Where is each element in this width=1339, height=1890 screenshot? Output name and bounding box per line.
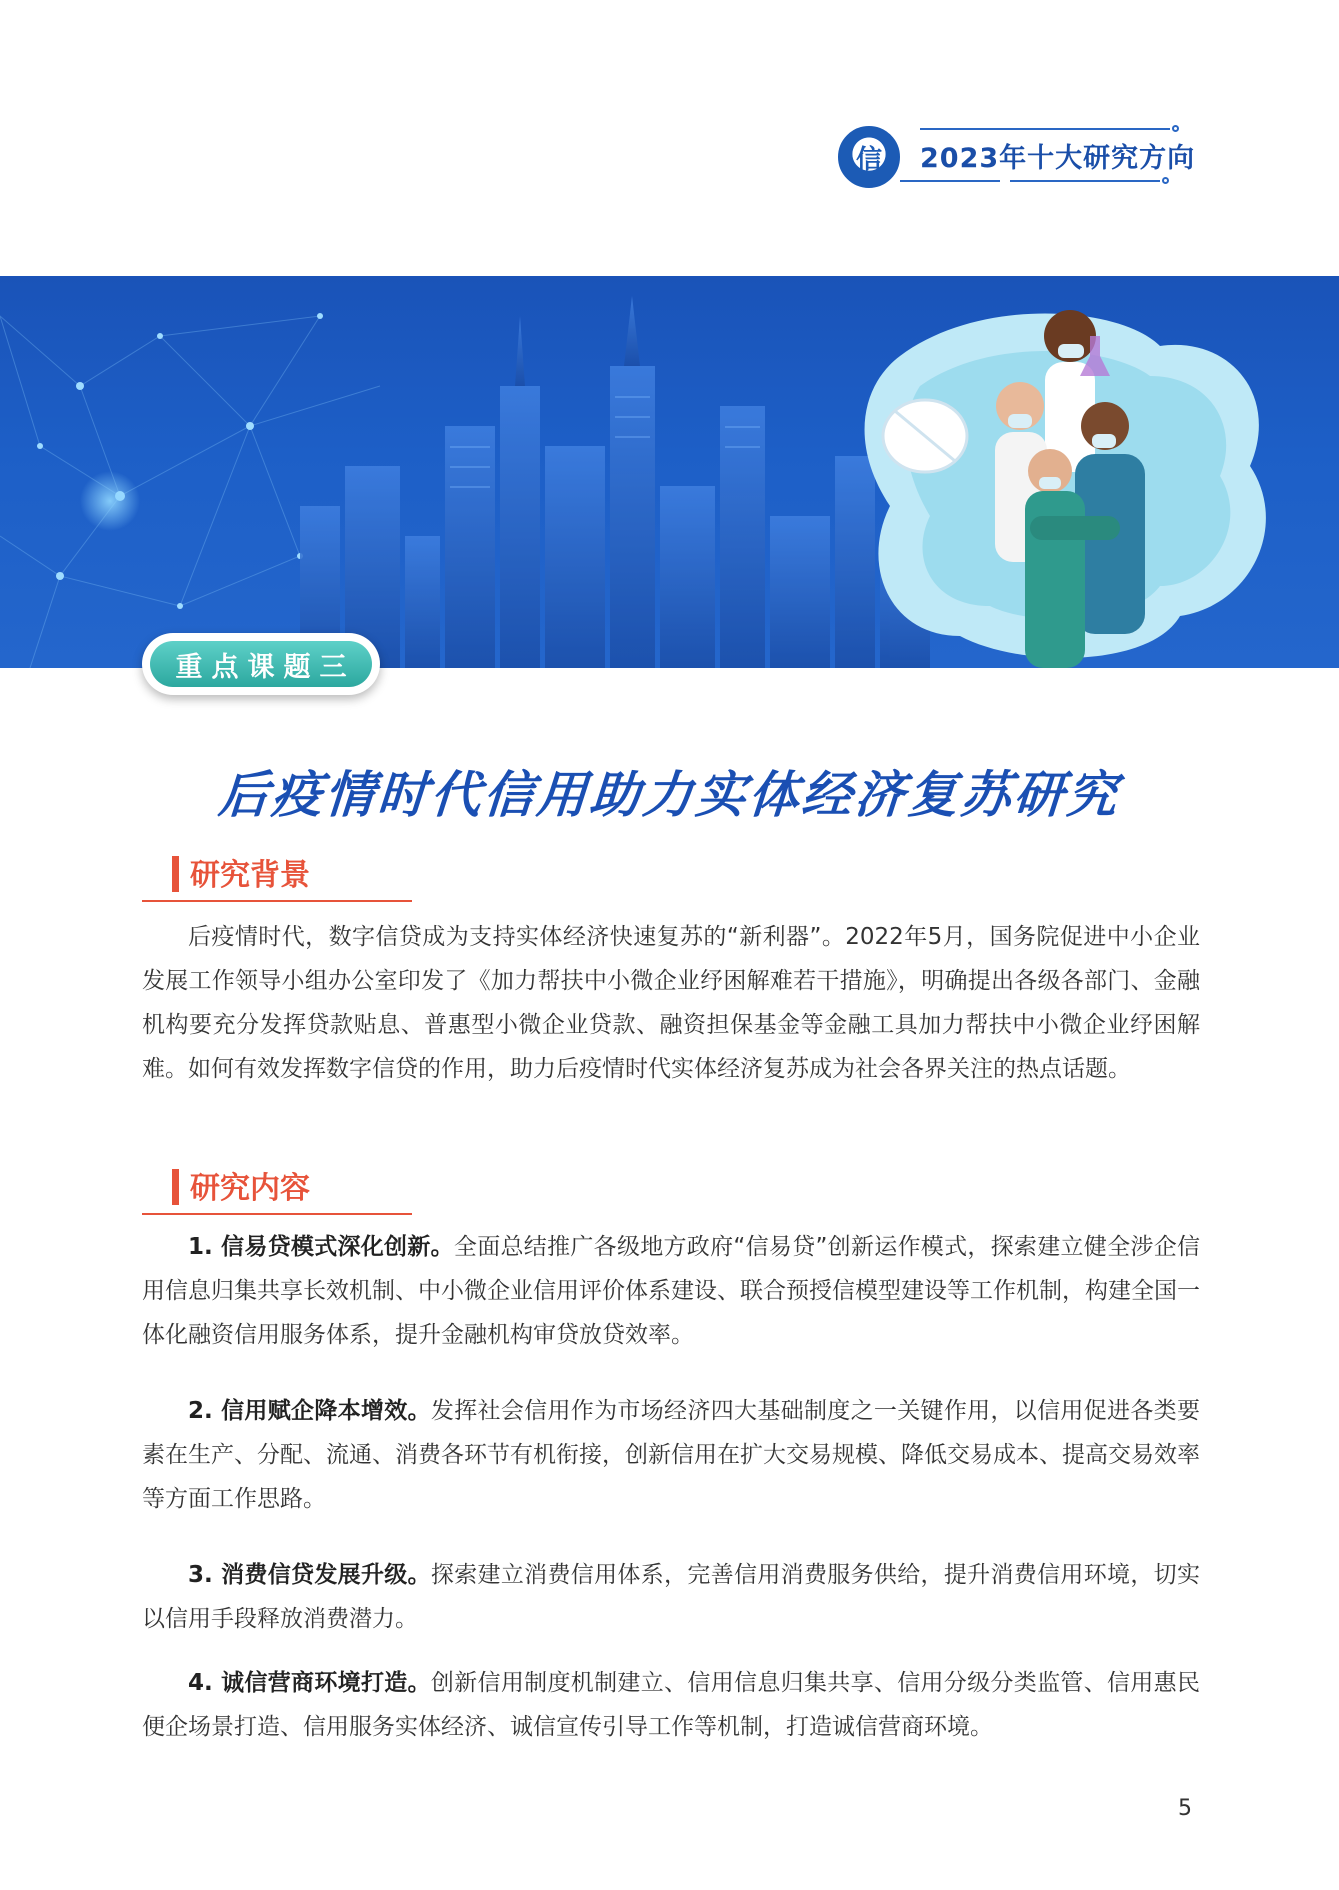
content-item-4	[142, 1661, 1200, 1749]
header-bottom-line	[900, 180, 1000, 182]
banner-illustration	[0, 276, 1339, 668]
header-line-dot	[1172, 125, 1179, 132]
content-item-lead: 4. 诚信营商环境打造。	[188, 1670, 431, 1696]
content-item-2	[142, 1389, 1200, 1521]
content-item-text: 全面总结推广各级地方政府“信易贷”创新运作模式，探索建立健全涉企信用信息归集共享长效机制、中小微企业信用评价体系建设、联合预授信模型建设等工作机制，构建全国一体化融资信用服务体系，提升金融机构审贷放贷效率。	[142, 1234, 1200, 1348]
content-item-1	[142, 1225, 1200, 1357]
header-bottom-line-2	[1010, 180, 1160, 182]
page-title: 后疫情时代信用助力实体经济复苏研究	[216, 766, 1122, 824]
section-title: 研究背景	[190, 858, 310, 893]
content-item-lead: 3. 消费信贷发展升级。	[188, 1562, 431, 1588]
content-item-3	[142, 1553, 1200, 1641]
section-heading-background	[142, 850, 442, 910]
content-item-text: 探索建立消费信用体系，完善信用消费服务供给，提升消费信用环境，切实以信用手段释放消费潜力。	[142, 1562, 1201, 1632]
credit-logo-icon	[838, 126, 900, 188]
content-item-text: 创新信用制度机制建立、信用信息归集共享、信用分级分类监管、信用惠民便企场景打造、信用服务实体经济、诚信宣传引导工作等机制，打造诚信营商环境。	[142, 1670, 1201, 1740]
topic-badge	[142, 633, 380, 695]
content-item-lead: 2. 信用赋企降本增效。	[188, 1398, 431, 1424]
section-underline	[142, 1213, 412, 1215]
header-line-dot-2	[1162, 177, 1169, 184]
content-item-lead: 1. 信易贷模式深化创新。	[188, 1234, 454, 1260]
banner-image	[0, 276, 1339, 668]
section-marker	[172, 856, 179, 892]
topic-badge-label: 重点课题三	[150, 641, 372, 687]
header-top-line	[920, 128, 1170, 130]
header-title: 2023年十大研究方向	[920, 143, 1196, 174]
page-header	[830, 108, 1196, 198]
page-number: 5	[1178, 1796, 1192, 1821]
content-item-text: 发挥社会信用作为市场经济四大基础制度之一关键作用，以信用促进各类要素在生产、分配、流通、消费各环节有机衔接，创新信用在扩大交易规模、降低交易成本、提高交易效率等方面工作思路。	[142, 1398, 1201, 1512]
section-title: 研究内容	[190, 1171, 310, 1206]
section-underline	[142, 900, 412, 902]
section-marker	[172, 1169, 179, 1205]
section-heading-content	[142, 1163, 442, 1223]
logo-glyph: 信	[855, 144, 882, 175]
background-paragraph: 后疫情时代，数字信贷成为支持实体经济快速复苏的“新利器”。2022年5月，国务院促进中小企业发展工作领导小组办公室印发了《加力帮扶中小微企业纾困解难若干措施》，明确提出各级各部门、金融机构要充分发挥贷款贴息、普惠型小微企业贷款、融资担保基金等金融工具加力帮扶中小微企业纾困解难。如何有效发挥数字信贷的作用，助力后疫情时代实体经济复苏成为社会各界关注的热点话题。	[142, 924, 1200, 1082]
